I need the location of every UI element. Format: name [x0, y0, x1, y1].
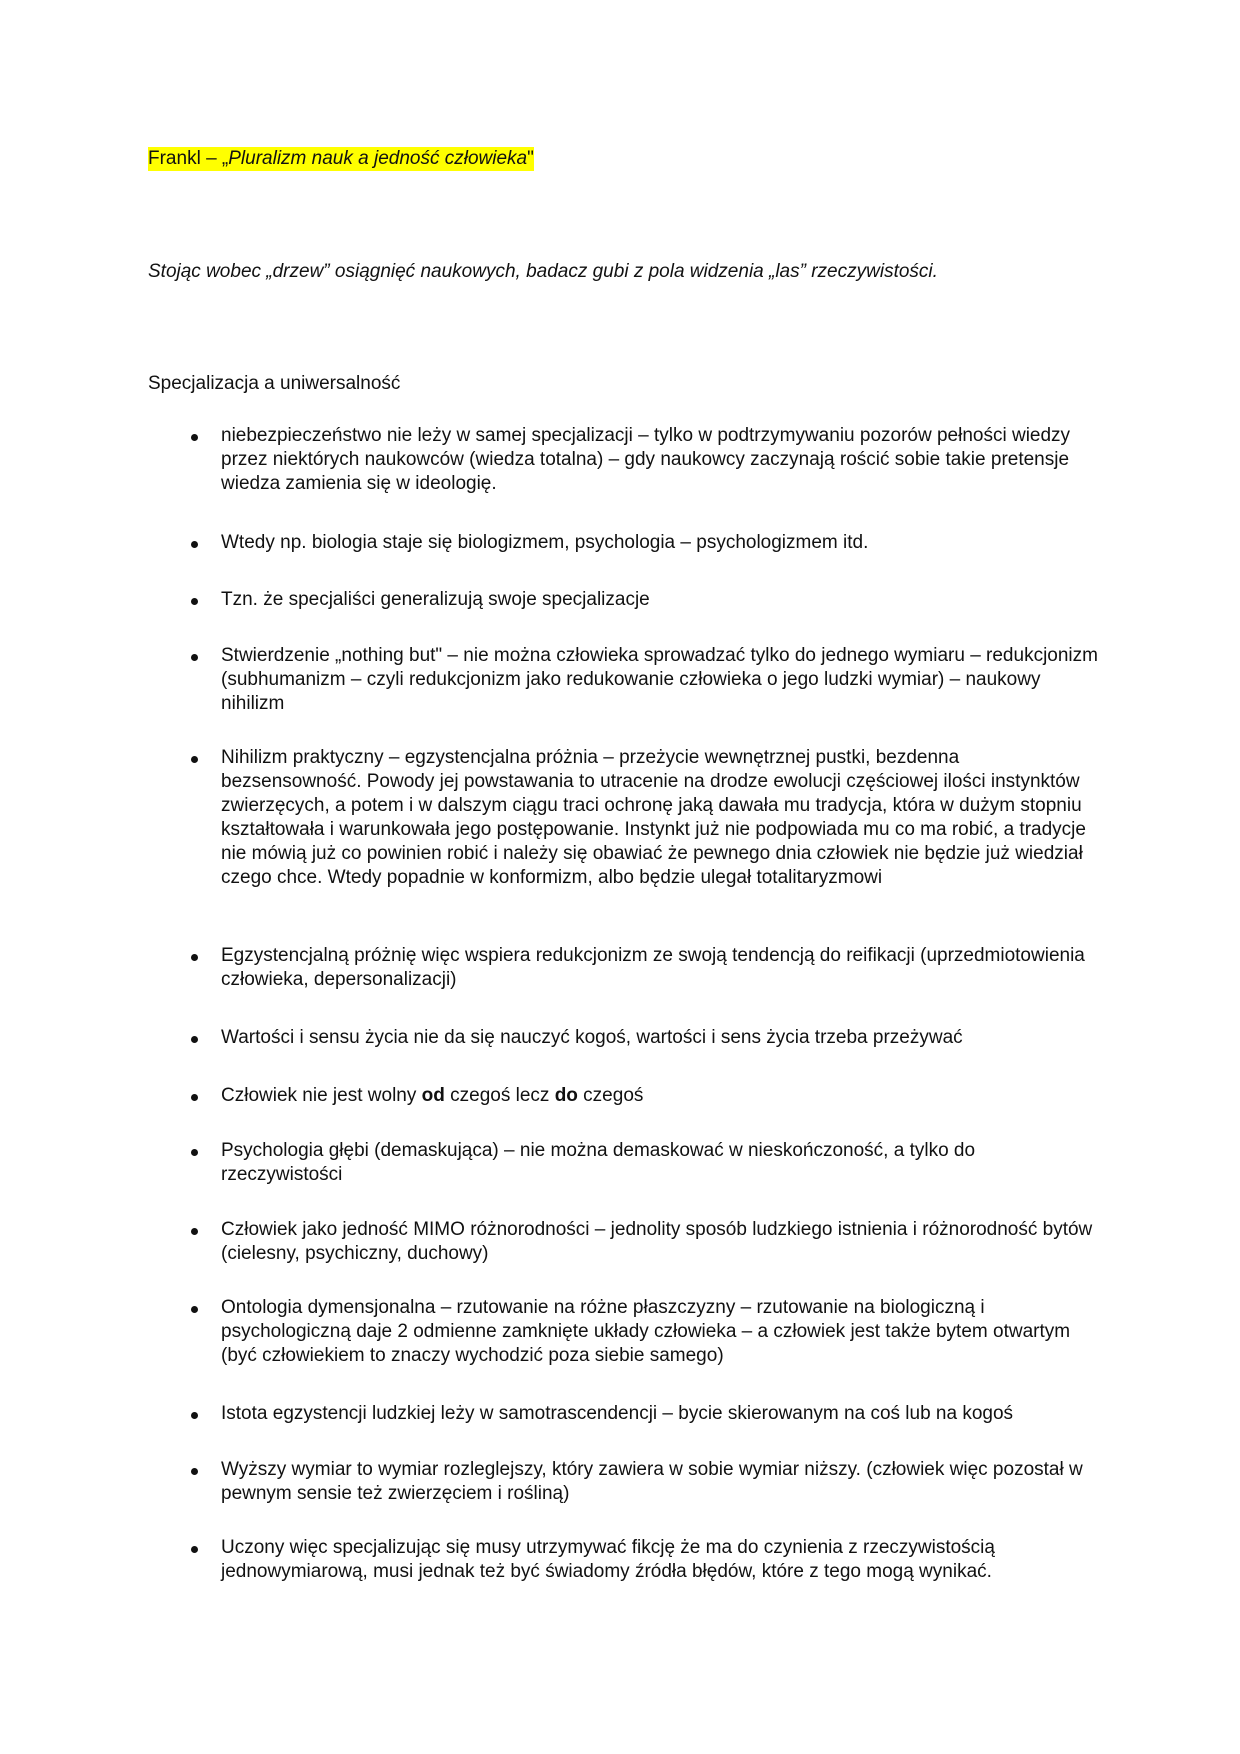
bullet-icon [191, 654, 198, 661]
bullet-icon [191, 1149, 198, 1156]
text-run: czegoś [577, 1085, 644, 1106]
list-item-text [221, 1084, 1101, 1108]
document-title [148, 146, 534, 172]
list-item-text: Człowiek jako jedność MIMO różnorodności – jednolity sposób ludzkiego istnienia i różnorodność bytów (cielesny, psychiczny, duchowy) [221, 1219, 1093, 1264]
list-item-text: Wyższy wymiar to wymiar rozleglejszy, który zawiera w sobie wymiar niższy. (człowiek więc pozostał w pewnym sensie też zwierzęciem i rośliną) [221, 1459, 1083, 1504]
list-item-text: Nihilizm praktyczny – egzystencjalna próżnia – przeżycie wewnętrznej pustki, bezdenna bezsensowność. Powody jej powstawania to utracenie na drodze ewolucji częściowej ilości instynktów zwierzęcych, a potem i w dalszym ciągu traci ochronę jaką dawała mu tradycja, która w dużym stopniu kształtowała i warunkowała jego postępowanie. Instynkt już nie podpowiada mu co ma robić, a tradycje nie mówią już co powinien robić i należy się obawiać że pewnego dnia człowiek nie będzie już wiedział czego chce. Wtedy popadnie w konformizm, albo będzie ulegał totalitaryzmowi [221, 747, 1086, 888]
title-prefix: Frankl – „ [148, 148, 229, 169]
text-run: czegoś lecz [444, 1085, 555, 1106]
section-heading: Specjalizacja a uniwersalność [148, 373, 401, 394]
bullet-icon [191, 434, 198, 441]
bullet-icon [191, 541, 198, 548]
bullet-icon [191, 1306, 198, 1313]
bullet-icon [191, 1036, 198, 1043]
opening-quote: Stojąc wobec „drzew” osiągnięć naukowych, badacz gubi z pola widzenia „las” rzeczywistości. [148, 261, 938, 282]
list-item-text: Tzn. że specjaliści generalizują swoje specjalizacje [221, 589, 650, 610]
bullet-icon [191, 1094, 198, 1101]
list-item-text: Egzystencjalną próżnię więc wspiera redukcjonizm ze swoją tendencją do reifikacji (uprzedmiotowienia człowieka, depersonalizacji) [221, 945, 1085, 990]
title-suffix: " [527, 148, 534, 169]
list-item-text: niebezpieczeństwo nie leży w samej specjalizacji – tylko w podtrzymywaniu pozorów pełności wiedzy przez niektórych naukowców (wiedza totalna) – gdy naukowcy zaczynają rościć sobie takie pretensje wiedza zamienia się w ideologię. [221, 425, 1071, 494]
bullet-icon [191, 598, 198, 605]
list-item-text: Ontologia dymensjonalna – rzutowanie na różne płaszczyzny – rzutowanie na biologiczną i psychologiczną daje 2 odmienne zamknięte układy człowieka – a człowiek jest także bytem otwartym (być człowiekiem to znaczy wychodzić poza siebie samego) [221, 1297, 1071, 1366]
bullet-icon [191, 1412, 198, 1419]
list-item-text: Wartości i sensu życia nie da się nauczyć kogoś, wartości i sens życia trzeba przeżywać [221, 1027, 963, 1048]
list-item-text: Psychologia głębi (demaskująca) – nie można demaskować w nieskończoność, a tylko do rzeczywistości [221, 1140, 976, 1185]
bold-word: do [554, 1085, 578, 1106]
bullet-icon [191, 1546, 198, 1553]
title-italic: Pluralizm nauk a jedność człowieka [228, 148, 528, 169]
bullet-icon [191, 954, 198, 961]
list-item-text: Stwierdzenie „nothing but" – nie można człowieka sprowadzać tylko do jednego wymiaru – redukcjonizm (subhumanizm – czyli redukcjonizm jako redukowanie człowieka o jego ludzki wymiar) – naukowy nihilizm [221, 645, 1098, 714]
text-run: Człowiek nie jest wolny [221, 1085, 422, 1106]
title-highlight [148, 147, 534, 171]
list-item-text: Wtedy np. biologia staje się biologizmem, psychologia – psychologizmem itd. [221, 532, 869, 553]
bullet-icon [191, 1468, 198, 1475]
list-item-text: Uczony więc specjalizując się musy utrzymywać fikcję że ma do czynienia z rzeczywistością jednowymiarową, musi jednak też być świadomy źródła błędów, które z tego mogą wynikać. [221, 1537, 995, 1582]
bullet-icon [191, 1228, 198, 1235]
list-item-text: Istota egzystencji ludzkiej leży w samotrascendencji – bycie skierowanym na coś lub na kogoś [221, 1403, 1014, 1424]
bullet-icon [191, 756, 198, 763]
bold-word: od [421, 1085, 445, 1106]
